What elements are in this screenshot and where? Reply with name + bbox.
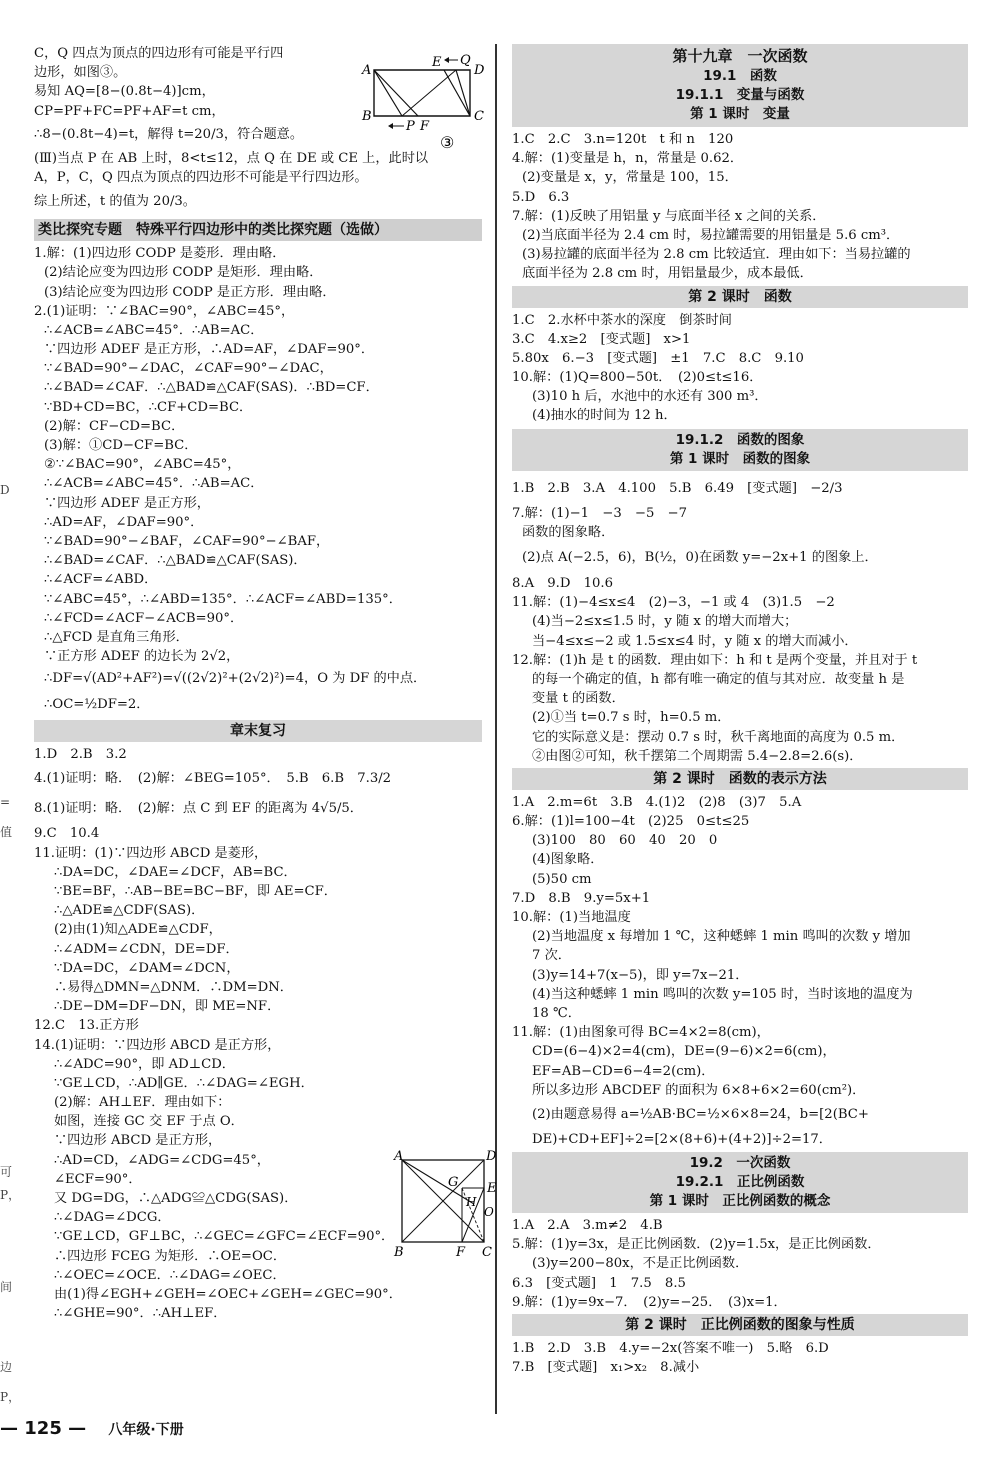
section-header [512, 1152, 968, 1213]
edge-mark: 值 [0, 825, 13, 839]
text-line: 2.(1)证明：∵∠BAC=90°，∠ABC=45°， [34, 303, 295, 319]
text-line: 5.80x 6.−3 [变式题] ±1 7.C 8.C 9.10 [512, 350, 804, 366]
lesson-title: 第 2 课时 函数 [512, 286, 968, 308]
text-line: 5.D 6.3 [512, 189, 570, 205]
text-line: 1.C 2.水杯中茶水的深度 倒茶时间 [512, 312, 732, 328]
text-line: ∵BD+CD=BC，∴CF+CD=BC． [44, 399, 253, 415]
text-line: (4)图象略． [532, 852, 604, 868]
text-line: ∴∠ACF=∠ABD． [44, 572, 158, 588]
text-line: 易知 AQ=[8−(0.8t−4)]cm， [34, 84, 215, 100]
fig14-label-g: G [448, 1175, 459, 1190]
text-line: ∠ECF=90°． [54, 1171, 142, 1187]
text-line: (2)当底面半径为 2.4 cm 时，易拉罐需要的用铝量是 5.6 cm³． [522, 227, 900, 243]
figure-14 [392, 1148, 502, 1263]
fig3-label-e: E [432, 55, 442, 70]
text-line: 1.B 2.D 3.B 4.y=−2x(答案不唯一) 5.略 6.D [512, 1341, 829, 1356]
text-line: ∴∠ACB=∠ABC=45°．∴AB=AC． [44, 322, 264, 338]
text-line: ∵四边形 ADEF 是正方形， [44, 495, 210, 511]
text-line: ∴∠OEC=∠OCE．∴∠DAG=∠OEC． [54, 1267, 286, 1283]
text-line: 底面半径为 2.8 cm 时，用铝量最少，成本最低． [522, 266, 813, 282]
text-line: 如图，连接 GC 交 EF 于点 O． [54, 1114, 244, 1130]
text-line: (2)由题意易得 a=½AB·BC=½×6×8=24，b=[2(BC+ [532, 1106, 869, 1122]
text-line: C，Q 四点为顶点的四边形有可能是平行四 [34, 46, 284, 61]
fig14-label-o: O [484, 1205, 494, 1219]
chapter-header [512, 44, 968, 127]
edge-mark: = [0, 795, 11, 809]
text-line: 1.A 2.m=6t 3.B 4.(1)2 (2)8 (3)7 5.A [512, 794, 802, 810]
review-title: 章末复习 [34, 720, 482, 742]
text-line: CD=(6−4)×2=4(cm)，DE=(9−6)×2=6(cm)， [532, 1044, 836, 1060]
text-line: ∴∠BAD=∠CAF．∴△BAD≌△CAF(SAS)．∴BD=CF． [44, 380, 379, 396]
text-line: 又 DG=DG，∴△ADG≌△CDG(SAS)． [54, 1191, 298, 1206]
text-line: 12.C 13.正方形 [34, 1018, 139, 1034]
figure-3 [360, 50, 490, 150]
text-line: ∴DF=√(AD²+AF²)=√((2√2)²+(2√2)²)=4，O 为 DF 的中点． [44, 671, 427, 687]
text-line: 1.D 2.B 3.2 [34, 747, 127, 763]
text-line: (2)当地温度 x 每增加 1 ℃，这种蟋蟀 1 min 鸣叫的次数 y 增加 [532, 929, 911, 945]
text-line: 综上所述，t 的值为 20/3。 [34, 194, 196, 210]
text-line: (2)①当 t=0.7 s 时，h=0.5 m． [532, 710, 731, 726]
text-line: 3.C 4.x≥2 [变式题] x>1 [512, 331, 691, 347]
text-line: 8.A 9.D 10.6 [512, 576, 613, 591]
text-line: 7.B [变式题] x₁>x₂ 8.减小 [512, 1360, 700, 1376]
edge-mark: 边 [0, 1360, 13, 1374]
text-line: 11.解：(1)−4≤x≤4 (2)−3，−1 或 4 (3)1.5 −2 [512, 595, 835, 611]
text-line: ②由图②可知，秋千摆第二个周期需 5.4−2.8=2.6(s)． [532, 748, 863, 764]
text-line: (3)y=200−80x，不是正比例函数． [532, 1256, 749, 1272]
text-line: ∵四边形 ABCD 是正方形， [54, 1133, 222, 1149]
fig14-label-h: H [466, 1195, 477, 1209]
text-line: 4.解：(1)变量是 h，n，常量是 0.62． [512, 151, 744, 167]
fig3-number: ③ [440, 133, 455, 150]
text-line: ∵GE⊥CD，GF⊥BC，∴∠GEC=∠GFC=∠ECF=90°． [54, 1229, 395, 1245]
left-column [34, 44, 482, 1323]
text-line: 1.C 2.C 3.n=120t t 和 n 120 [512, 132, 734, 147]
text-line: 由(1)得∠EGH+∠GEH=∠OEC+∠GEH=∠GEC=90°． [54, 1286, 402, 1302]
text-line: 1.A 2.A 3.m≠2 4.B [512, 1218, 663, 1234]
text-line: (3)10 h 后，水池中的水还有 300 m³． [532, 389, 768, 405]
fig14-label-f: F [456, 1245, 466, 1260]
text-line: 9.C 10.4 [34, 826, 100, 842]
text-line: 变量 t 的函数． [532, 691, 625, 707]
right-column [512, 44, 968, 1377]
text-line: (Ⅲ)当点 P 在 AB 上时，8<t≤12，点 Q 在 DE 或 CE 上，此时以 [34, 150, 429, 166]
text-line: ∴OC=½DF=2． [44, 697, 150, 713]
text-line: ∵∠ABC=45°，∴∠ABD=135°．∴∠ACF=∠ABD=135°． [44, 591, 402, 607]
text-line: ②∵∠BAC=90°，∠ABC=45°， [44, 457, 241, 473]
text-line: 10.解：(1)Q=800−50t． (2)0≤t≤16． [512, 370, 763, 386]
lesson-title: 第 1 课时 正比例函数的概念 [649, 1193, 831, 1210]
topic-title: 类比探究专题 特殊平行四边形中的类比探究题（选做） [34, 219, 482, 241]
text-line: ∵∠BAD=90°−∠BAF，∠CAF=90°−∠BAF， [44, 533, 330, 549]
subsection-title: 19.1.2 函数的图象 [675, 431, 805, 448]
fig3-label-f: F [420, 119, 430, 134]
text-line: (4)抽水的时间为 12 h． [532, 408, 677, 424]
text-line: ∴∠ACB=∠ABC=45°．∴AB=AC． [44, 476, 264, 492]
text-line: EF=AB−CD=6−4=2(cm)． [532, 1063, 715, 1079]
text-line: DE)+CD+EF]÷2=[2×(8+6)+(4+2)]÷2=17． [532, 1131, 832, 1147]
text-line: 1.解：(1)四边形 CODP 是菱形．理由略． [34, 246, 286, 262]
text-line: (4)当−2≤x≤1.5 时，y 随 x 的增大而增大； [532, 614, 798, 630]
text-line: (3)解：①CD−CF=BC． [44, 438, 198, 453]
fig14-label-b: B [394, 1245, 404, 1260]
text-line: ∴△ADE≌△CDF(SAS)． [54, 903, 205, 919]
lesson-title: 第 2 课时 函数的表示方法 [512, 768, 968, 790]
text-line: 5.解：(1)y=3x，是正比例函数．(2)y=1.5x，是正比例函数． [512, 1237, 881, 1253]
fig14-label-d: D [486, 1149, 497, 1164]
fig3-label-d: D [474, 63, 485, 78]
text-line: 8.(1)证明：略． (2)解：点 C 到 EF 的距离为 4√5/5． [34, 801, 363, 817]
lesson-title: 第 1 课时 变量 [690, 106, 790, 122]
text-line: (3)100 80 60 40 20 0 [532, 833, 718, 849]
chapter-title: 第十九章 一次函数 [672, 47, 808, 65]
text-line: (3)结论应变为四边形 CODP 是正方形．理由略． [44, 284, 336, 300]
text-line: ∵正方形 ADEF 的边长为 2√2， [44, 649, 240, 665]
text-line: ∴∠ADC=90°，即 AD⊥CD． [54, 1056, 235, 1072]
text-line: ∴8−(0.8t−4)=t，解得 t=20/3，符合题意。 [34, 126, 304, 142]
text-line: ∴∠GHE=90°．∴AH⊥EF． [54, 1306, 227, 1322]
text-line: ∴△FCD 是直角三角形． [44, 629, 189, 645]
text-line: ∴DE−DM=DF−DN，即 ME=NF． [54, 999, 281, 1015]
text-line: 当−4≤x≤−2 或 1.5≤x≤4 时，y 随 x 的增大而减小． [532, 633, 858, 649]
text-line: ∴∠DAG=∠DCG． [54, 1210, 171, 1226]
text-line: ∴∠FCD=∠ACF−∠ACB=90°． [44, 610, 244, 626]
text-line: 边形，如图③。 [34, 65, 127, 81]
text-line: 函数的图象略． [522, 524, 615, 540]
section-title: 19.1 函数 [703, 68, 777, 84]
text-line: (2)解：CF−CD=BC． [44, 418, 185, 434]
edge-mark: P， [0, 1188, 21, 1202]
text-line: (5)50 cm [532, 871, 592, 887]
text-line: (2)解：AH⊥EF．理由如下： [54, 1095, 231, 1111]
text-line: (4)当这种蟋蟀 1 min 鸣叫的次数 y=105 时，当时该地的温度为 [532, 986, 913, 1002]
text-line: 7.解：(1)反映了用铝量 y 与底面半径 x 之间的关系． [512, 208, 826, 224]
text-line: ∴AD=CD，∠ADG=∠CDG=45°， [54, 1152, 270, 1168]
text-line: ∴易得△DMN=△DNM．∴DM=DN． [54, 979, 293, 995]
text-line: 10.解：(1)当地温度 [512, 910, 631, 925]
text-line: 12.解：(1)h 是 t 的函数．理由如下：h 和 t 是两个变量，并且对于 t [512, 652, 918, 668]
text-line: 11.证明：(1)∵四边形 ABCD 是菱形， [34, 845, 268, 861]
text-line: 11.解：(1)由图象可得 BC=4×2=8(cm)， [512, 1025, 770, 1041]
text-line: 1.B 2.B 3.A 4.100 5.B 6.49 [变式题] −2/3 [512, 480, 843, 496]
fig14-label-c: C [482, 1245, 492, 1260]
section-title: 19.2 一次函数 [689, 1155, 791, 1172]
fig3-label-a: A [362, 63, 372, 78]
text-line: 所以多边形 ABCDEF 的面积为 6×8+6×2=60(cm²)． [532, 1082, 866, 1098]
text-line: (3)y=14+7(x−5)，即 y=7x−21． [532, 967, 749, 983]
fig3-label-b: B [362, 109, 372, 124]
text-line: (2)由(1)知△ADE≌△CDF， [54, 922, 222, 938]
text-line: 7.解：(1)−1 −3 −5 −7 [512, 505, 687, 521]
fig14-label-e: E [487, 1181, 497, 1196]
edge-mark: 间 [0, 1280, 13, 1294]
text-line: ∴∠ADM=∠CDN，DE=DF． [54, 941, 239, 957]
text-line: 14.(1)证明：∵四边形 ABCD 是正方形， [34, 1037, 281, 1053]
page-number: 125 [24, 1418, 62, 1439]
text-line: ∴AD=AF，∠DAF=90°． [44, 514, 204, 530]
topic-answers [34, 244, 482, 718]
fig3-label-p: P [406, 119, 415, 134]
text-line: ∵∠BAD=90°−∠DAC，∠CAF=90°−∠DAC， [44, 361, 333, 377]
text-line: 7.D 8.B 9.y=5x+1 [512, 890, 651, 906]
text-line: 18 ℃． [532, 1005, 581, 1021]
text-line: ∵BE=BF，∴AB−BE=BC−BF，即 AE=CF． [54, 884, 337, 899]
text-line: (3)易拉罐的底面半径为 2.8 cm 比较适宜．理由如下：当易拉罐的 [522, 247, 911, 263]
text-line: 的每一个确定的值，h 都有唯一确定的值与其对应．故变量 h 是 [532, 671, 905, 687]
text-line: ∵四边形 ADEF 是正方形，∴AD=AF，∠DAF=90°． [44, 342, 375, 358]
text-line: A，P，C，Q 四点为顶点的四边形不可能是平行四边形。 [34, 169, 368, 185]
text-line: ∴DA=DC，∠DAE=∠DCF，AB=BC． [54, 864, 297, 880]
text-line: ∴四边形 FCEG 为矩形．∴OE=OC． [54, 1248, 287, 1264]
lesson-title: 第 2 课时 正比例函数的图象与性质 [512, 1314, 968, 1336]
subsection-title: 19.1.1 变量与函数 [675, 87, 805, 103]
text-line: 7 次． [532, 948, 571, 964]
subsection-title: 19.2.1 正比例函数 [675, 1174, 805, 1191]
lesson-title: 第 1 课时 函数的图象 [669, 450, 811, 467]
fig3-label-c: C [474, 109, 484, 124]
text-line: ∵DA=DC，∠DAM=∠DCN， [54, 960, 240, 976]
text-line: ∵GE⊥CD，∴AD∥GE．∴∠DAG=∠EGH． [54, 1075, 314, 1091]
text-line: 它的实际意义是：摆动 0.7 s 时，秋千离地面的高度为 0.5 m． [532, 729, 905, 745]
edge-mark: 可 [0, 1165, 13, 1179]
text-line: 9.解：(1)y=9x−7． (2)y=−25． (3)x=1． [512, 1294, 787, 1310]
text-line: (2)点 A(−2.5，6)，B(½，0)在函数 y=−2x+1 的图象上． [522, 550, 878, 565]
fig14-label-a: A [394, 1149, 404, 1164]
edge-mark: P， [0, 1390, 21, 1404]
fig3-label-q: Q [460, 53, 471, 68]
text-line: ∴∠BAD=∠CAF．∴△BAD≌△CAF(SAS)． [44, 553, 307, 569]
text-line: 4.(1)证明：略． (2)解：∠BEG=105°． 5.B 6.B 7.3/2 [34, 771, 392, 787]
text-line: CP=PF+FC=PF+AF=t cm， [34, 103, 225, 119]
grade-label: 八年级·下册 [108, 1422, 184, 1438]
text-line: 6.3 [变式题] 1 7.5 8.5 [512, 1275, 686, 1291]
subsection-header [512, 429, 968, 471]
text-line: 6.解：(1)l=100−4t (2)25 0≤t≤25 [512, 814, 750, 830]
page-footer: — 125 — 八年级·下册 [0, 1418, 184, 1439]
edge-mark: D [0, 483, 10, 497]
text-line: (2)变量是 x，y，常量是 100，15． [522, 170, 738, 186]
text-line: (2)结论应变为四边形 CODP 是矩形．理由略． [44, 265, 323, 281]
